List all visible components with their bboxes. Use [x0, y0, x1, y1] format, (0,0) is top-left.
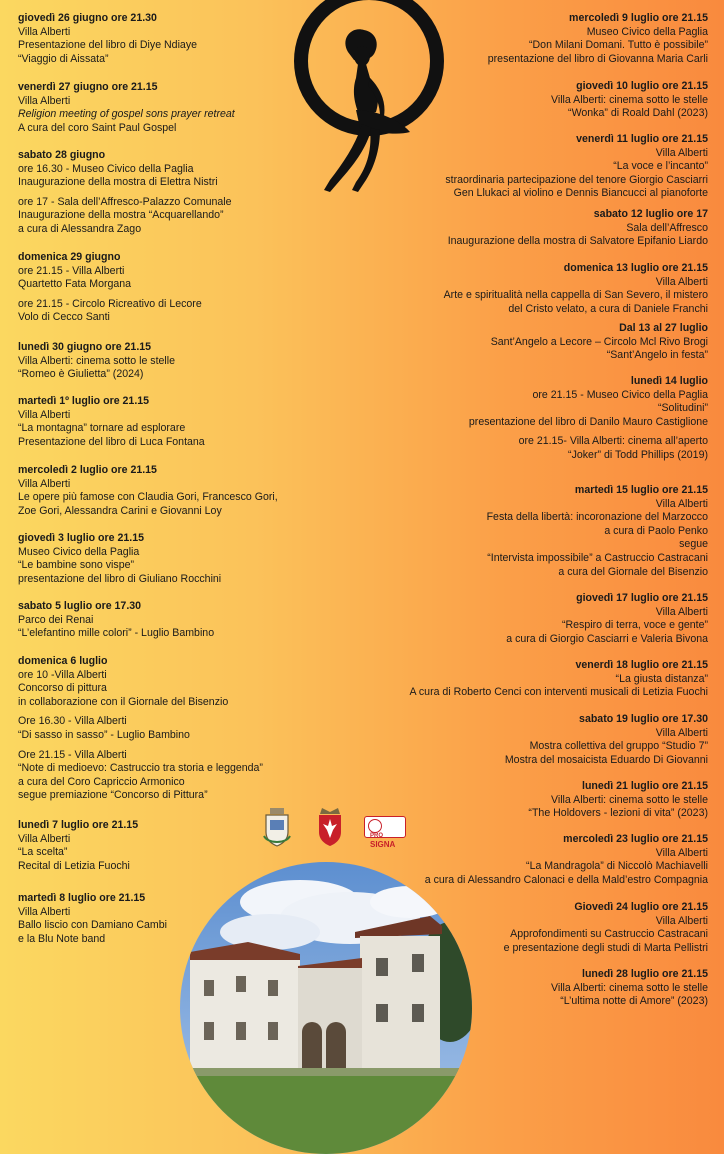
event-date-heading: domenica 6 luglio — [18, 655, 108, 667]
event-detail-line: segue premiazione “Concorso di Pittura” — [18, 789, 208, 802]
event-entry — [448, 208, 708, 249]
event-date-heading: giovedì 17 luglio ore 21.15 — [576, 592, 708, 604]
event-detail-line: “The Holdovers - lezioni di vita” (2023) — [528, 807, 708, 820]
event-detail-line: A cura del coro Saint Paul Gospel — [18, 121, 177, 134]
event-detail-line: Ore 21.15 - Villa Alberti — [18, 748, 127, 761]
event-detail-line: Inaugurazione della mostra di Salvatore Epifanio Liardo — [447, 235, 708, 248]
event-detail-line: ore 16.30 - Museo Civico della Paglia — [18, 162, 194, 175]
event-entry — [18, 395, 205, 449]
event-detail-line: “Sant’Angelo in festa” — [606, 349, 708, 362]
event-entry — [469, 375, 708, 463]
event-date-heading: lunedì 14 luglio — [630, 375, 708, 387]
event-detail-line: ore 21.15- Villa Alberti: cinema all’aperto — [518, 435, 708, 448]
event-entry — [18, 464, 278, 518]
event-entry — [18, 600, 214, 641]
event-detail-line: “Di sasso in sasso” - Luglio Bambino — [18, 728, 190, 741]
event-detail-line: Ballo liscio con Damiano Cambi — [18, 919, 167, 932]
event-date-heading: Dal 13 al 27 luglio — [619, 322, 708, 334]
event-detail-line: Volo di Cecco Santi — [18, 311, 110, 324]
event-entry — [18, 532, 221, 586]
event-entry — [18, 341, 175, 382]
event-detail-line: Concorso di pittura — [18, 682, 107, 695]
event-detail-line: Arte e spiritualità nella cappella di San Severo, il mistero — [443, 289, 708, 302]
event-detail-line: Inaugurazione della mostra di Elettra Nistri — [18, 176, 218, 189]
event-detail-line: “Joker” di Todd Phillips (2019) — [568, 448, 708, 461]
event-detail-line: a cura di Paolo Penko — [604, 524, 708, 537]
event-date-heading: martedì 1º luglio ore 21.15 — [18, 395, 150, 407]
event-detail-line: Recital di Letizia Fuochi — [18, 859, 130, 872]
event-entry — [18, 655, 263, 803]
event-detail-line: segue — [679, 538, 708, 551]
event-entry — [409, 659, 708, 700]
event-detail-line: Gen Llukaci al violino e Dennis Biancucci al pianoforte — [453, 187, 708, 200]
event-date-heading: sabato 28 giugno — [18, 149, 106, 161]
event-date-heading: venerdì 18 luglio ore 21.15 — [575, 659, 708, 671]
event-detail-line: in collaborazione con il Giornale del Bisenzio — [18, 695, 229, 708]
sponsor-logos — [262, 806, 412, 848]
event-detail-line: Villa Alberti: cinema sotto le stelle — [550, 981, 708, 994]
event-date-heading: giovedì 10 luglio ore 21.15 — [576, 80, 708, 92]
event-detail-line: a cura di Alessandro Calonaci e della Mald’estro Compagnia — [424, 873, 708, 886]
woman-silhouette-icon — [300, 20, 420, 210]
event-detail-line: Approfondimenti su Castruccio Castracani — [510, 928, 708, 941]
event-entry — [445, 133, 708, 201]
event-entry — [18, 892, 167, 946]
event-date-heading: martedì 8 luglio ore 21.15 — [18, 892, 146, 904]
event-detail-line: ore 17 - Sala dell’Affresco-Palazzo Comunale — [18, 195, 232, 208]
event-detail-line: ore 21.15 - Villa Alberti — [18, 264, 125, 277]
event-entry — [506, 592, 708, 646]
event-date-heading: lunedì 7 luglio ore 21.15 — [18, 819, 139, 831]
event-date-heading: domenica 29 giugno — [18, 251, 121, 263]
event-detail-line: Villa Alberti — [655, 914, 708, 927]
event-detail-line: Festa della libertà: incoronazione del Marzocco — [486, 511, 708, 524]
event-detail-line: Inaugurazione della mostra “Acquarellando” — [18, 209, 224, 222]
pro-loco-seal-icon — [368, 819, 382, 833]
event-detail-line: Mostra collettiva del gruppo “Studio 7” — [529, 740, 708, 753]
event-detail-line: Villa Alberti — [655, 846, 708, 859]
event-detail-line: Villa Alberti: cinema sotto le stelle — [18, 354, 176, 367]
event-detail-line: Presentazione del libro di Luca Fontana — [18, 435, 205, 448]
event-entry — [18, 81, 235, 135]
event-entry — [487, 484, 708, 579]
event-date-heading: mercoledì 23 luglio ore 21.15 — [563, 833, 708, 845]
event-detail-line: Villa Alberti — [655, 497, 708, 510]
event-entry — [18, 819, 138, 873]
event-entry — [505, 713, 708, 767]
event-detail-line: Villa Alberti — [655, 726, 708, 739]
event-detail-line: ore 10 -Villa Alberti — [18, 668, 107, 681]
event-date-heading: giovedì 26 giugno ore 21.30 — [18, 12, 157, 24]
event-date-heading: mercoledì 9 luglio ore 21.15 — [569, 12, 708, 24]
logo-text-line1: PRO — [370, 833, 384, 839]
florentine-lily-shield-icon — [316, 806, 344, 848]
event-detail-line: “Wonka” di Roald Dahl (2023) — [568, 107, 708, 120]
event-detail-line: “Note di medioevo: Castruccio tra storia e leggenda” — [18, 762, 263, 775]
event-detail-line: Mostra del mosaicista Eduardo Di Giovanni — [504, 753, 708, 766]
event-detail-line: e presentazione degli studi di Marta Pellistri — [503, 941, 708, 954]
event-detail-line: ore 21.15 - Circolo Ricreativo di Lecore — [18, 297, 202, 310]
pro-loco-signa-logo — [364, 816, 406, 849]
event-date-heading: lunedì 28 luglio ore 21.15 — [582, 968, 708, 980]
event-detail-line: Villa Alberti — [18, 832, 71, 845]
event-detail-line: “La montagna” tornare ad esplorare — [18, 422, 186, 435]
event-entry — [425, 833, 708, 887]
event-entry — [18, 12, 197, 66]
event-date-heading: martedì 15 luglio ore 21.15 — [574, 484, 708, 496]
event-detail-line: Sant’Angelo a Lecore – Circolo Mcl Rivo Brogi — [490, 335, 708, 348]
event-detail-line: “Don Milani Domani. Tutto è possibile” — [529, 39, 708, 52]
event-detail-line: e la Blu Note band — [18, 932, 106, 945]
event-detail-line: “Le bambine sono vispe” — [18, 559, 135, 572]
event-date-heading: venerdì 27 giugno ore 21.15 — [18, 81, 158, 93]
event-detail-line: a cura del Coro Capriccio Armonico — [18, 775, 185, 788]
event-detail-line: presentazione del libro di Giovanna Maria Carli — [487, 52, 708, 65]
logo-text-word: SIGNA — [370, 840, 396, 849]
event-date-heading: sabato 12 luglio ore 17 — [593, 208, 708, 220]
event-detail-line: Villa Alberti — [655, 605, 708, 618]
town-crest-icon — [262, 806, 292, 848]
event-detail-line: Villa Alberti — [18, 25, 71, 38]
event-detail-line: “L’ultima notte di Amore” (2023) — [560, 995, 708, 1008]
event-entry — [504, 901, 708, 955]
event-entry — [491, 322, 708, 363]
event-date-heading: venerdì 11 luglio ore 21.15 — [576, 133, 708, 145]
event-detail-line: Religion meeting of gospel sons prayer retreat — [18, 108, 235, 121]
event-detail-line: Villa Alberti — [18, 905, 71, 918]
event-detail-line: “Viaggio di Aissata” — [18, 52, 109, 65]
event-detail-line: “La voce e l’incanto” — [613, 160, 708, 173]
event-detail-line: a cura del Giornale del Bisenzio — [558, 565, 708, 578]
event-detail-line: Museo Civico della Paglia — [586, 25, 708, 38]
event-date-heading: lunedì 21 luglio ore 21.15 — [582, 780, 708, 792]
event-detail-line: A cura di Roberto Cenci con interventi musicali di Letizia Fuochi — [409, 686, 708, 699]
event-date-heading: mercoledì 2 luglio ore 21.15 — [18, 464, 157, 476]
event-date-heading: domenica 13 luglio ore 21.15 — [563, 262, 708, 274]
event-date-heading: lunedì 30 giugno ore 21.15 — [18, 341, 152, 353]
event-entry — [444, 262, 708, 316]
event-entry — [18, 149, 232, 237]
event-detail-line: Parco dei Renai — [18, 613, 94, 626]
event-date-heading: sabato 19 luglio ore 17.30 — [579, 713, 708, 725]
event-detail-line: Zoe Gori, Alessandra Carini e Giovanni Loy — [18, 504, 222, 517]
event-date-heading: Giovedì 24 luglio ore 21.15 — [574, 901, 708, 913]
event-detail-line: “La giusta distanza” — [615, 672, 708, 685]
event-detail-line: “Intervista impossibile” a Castruccio Castracani — [487, 551, 708, 564]
event-entry — [551, 80, 708, 121]
event-detail-line: “Solitudini” — [657, 402, 708, 415]
event-detail-line: ore 21.15 - Museo Civico della Paglia — [532, 388, 708, 401]
event-detail-line: del Cristo velato, a cura di Daniele Franchi — [508, 302, 708, 315]
event-detail-line: “Respiro di terra, voce e gente” — [561, 619, 708, 632]
event-detail-line: Villa Alberti: cinema sotto le stelle — [550, 93, 708, 106]
event-detail-line: “L’elefantino mille colori” - Luglio Bambino — [18, 627, 215, 640]
event-entry — [551, 968, 708, 1009]
event-detail-line: straordinaria partecipazione del tenore Giorgio Casciarri — [445, 173, 708, 186]
event-detail-line: “La scelta” — [18, 846, 68, 859]
event-detail-line: Quartetto Fata Morgana — [18, 278, 132, 291]
event-detail-line: Villa Alberti — [655, 146, 708, 159]
event-date-heading: sabato 5 luglio ore 17.30 — [18, 600, 142, 612]
villa-alberti-photo — [180, 862, 472, 1154]
event-detail-line: Villa Alberti — [18, 94, 71, 107]
event-detail-line: Le opere più famose con Claudia Gori, Francesco Gori, — [18, 491, 278, 504]
event-detail-line: a cura di Giorgio Casciarri e Valeria Bivona — [506, 632, 708, 645]
event-detail-line: a cura di Alessandra Zago — [18, 222, 142, 235]
event-detail-line: presentazione del libro di Danilo Mauro Castiglione — [468, 415, 708, 428]
event-entry — [488, 12, 708, 66]
event-detail-line: Museo Civico della Paglia — [18, 545, 140, 558]
event-entry — [18, 251, 202, 325]
event-detail-line: Sala dell’Affresco — [626, 221, 708, 234]
event-detail-line: Ore 16.30 - Villa Alberti — [18, 715, 127, 728]
event-detail-line: Villa Alberti — [18, 408, 71, 421]
event-detail-line: “La Mandragola” di Niccolò Machiavelli — [526, 860, 708, 873]
event-detail-line: “Romeo è Giulietta” (2024) — [18, 368, 144, 381]
event-entry — [528, 780, 708, 821]
event-detail-line: Villa Alberti — [18, 477, 71, 490]
event-detail-line: Villa Alberti: cinema sotto le stelle — [550, 793, 708, 806]
event-detail-line: presentazione del libro di Giuliano Rocchini — [18, 572, 222, 585]
event-detail-line: Villa Alberti — [655, 275, 708, 288]
event-detail-line: Presentazione del libro di Diye Ndiaye — [18, 39, 198, 52]
event-date-heading: giovedì 3 luglio ore 21.15 — [18, 532, 144, 544]
